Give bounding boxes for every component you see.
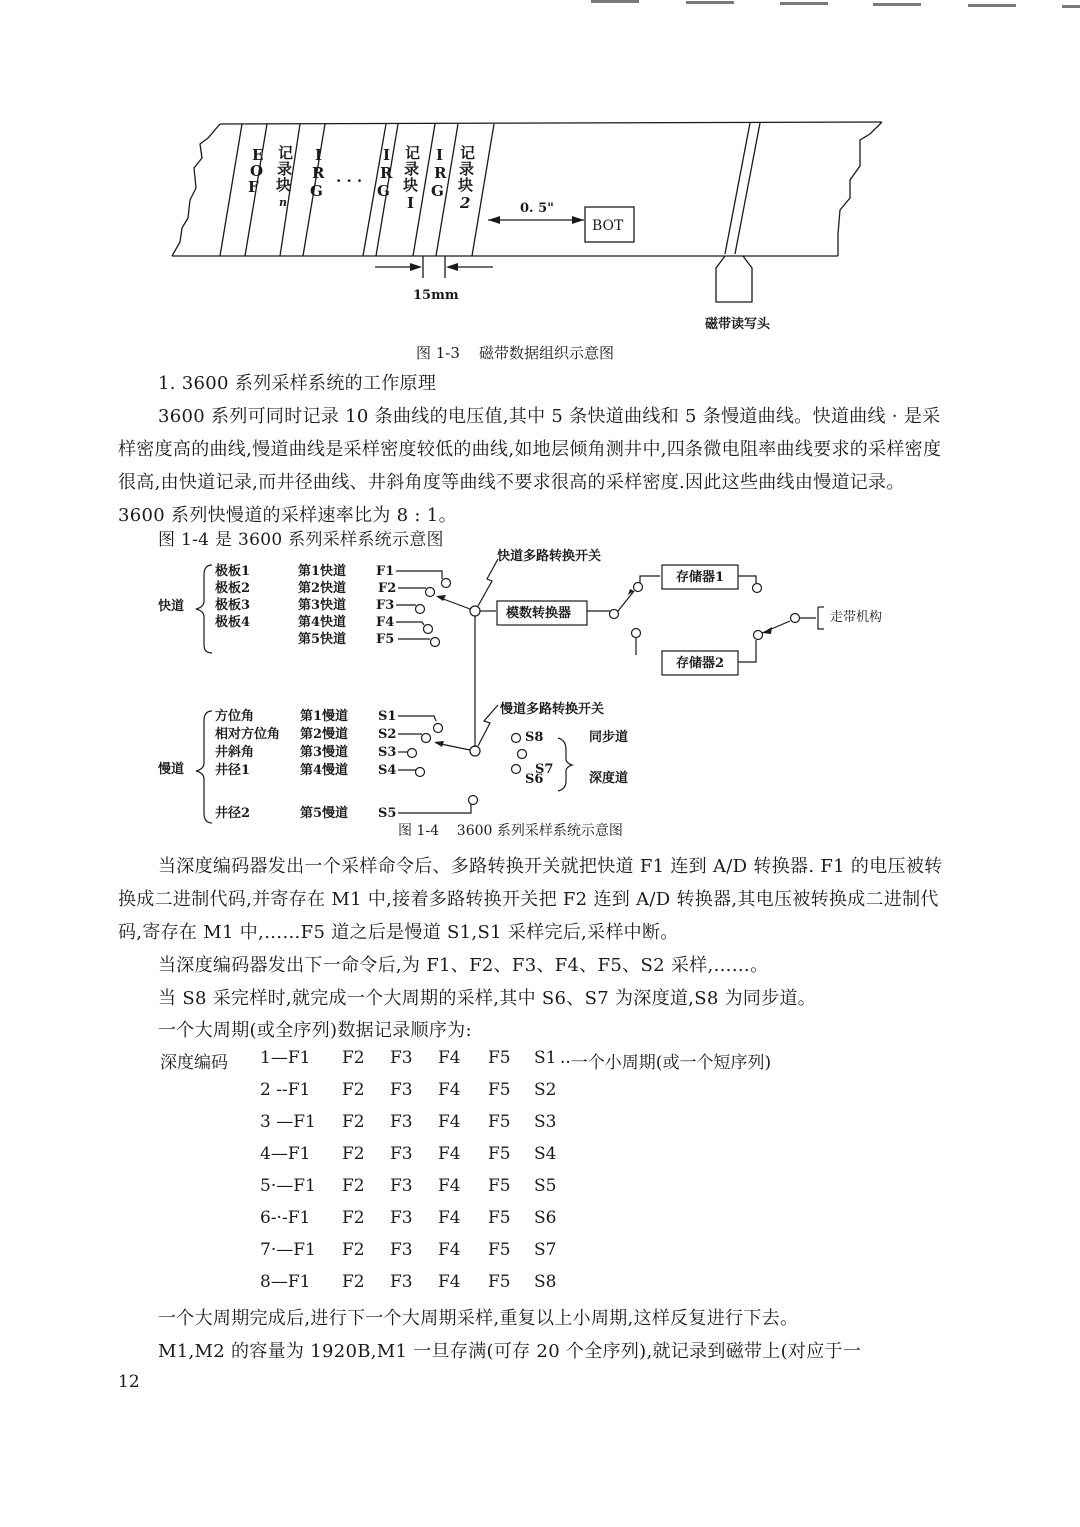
sequence-cell: F5 xyxy=(488,1240,511,1260)
slow-source: 井径1 xyxy=(215,763,251,778)
sequence-cell: F5 xyxy=(488,1208,511,1228)
sequence-cell: F3 xyxy=(390,1176,413,1196)
svg-text:G: G xyxy=(377,182,390,200)
sequence-cell: F4 xyxy=(438,1240,461,1260)
sequence-cell: F3 xyxy=(390,1240,413,1260)
slow-source: 井斜角 xyxy=(215,745,255,760)
depth-code: 8—F1 xyxy=(260,1272,311,1292)
paragraph: 一个大周期完成后,进行下一个大周期采样,重复以上小周期,这样反复进行下去。 xyxy=(158,1308,799,1329)
fast-channel: 第1快道 xyxy=(298,564,347,579)
slow-brace xyxy=(196,711,212,823)
slow-source: 方位角 xyxy=(215,709,255,724)
depth-code: 4—F1 xyxy=(260,1144,311,1164)
fast-signal: F5 xyxy=(376,632,395,647)
depth-code: 1—F1 xyxy=(260,1048,311,1068)
fast-brace xyxy=(196,565,212,653)
slow-channel: 第4慢道 xyxy=(300,763,349,778)
depth-code: 2 --F1 xyxy=(260,1080,311,1100)
svg-text:n: n xyxy=(279,196,287,209)
svg-text:R: R xyxy=(312,164,325,182)
extra-signal-s6: S6 xyxy=(525,772,544,787)
rec-2-label: 记 xyxy=(460,144,476,162)
fast-channel: 第3快道 xyxy=(298,598,347,613)
fast-channel: 第4快道 xyxy=(298,615,347,630)
sequence-cell: F4 xyxy=(438,1112,461,1132)
irg-label: I xyxy=(315,146,323,164)
fast-signal: F1 xyxy=(376,564,395,579)
sequence-cell: F3 xyxy=(390,1048,413,1068)
fast-source: 极板4 xyxy=(215,615,251,630)
sequence-cell: F4 xyxy=(438,1048,461,1068)
slow-signal: S3 xyxy=(378,745,397,760)
scan-artifact-line xyxy=(873,3,921,6)
paragraph: 当深度编码器发出一个采样命令后、多路转换开关就把快道 F1 连到 A/D 转换器. F1 的电压被转换成二进制代码,并寄存在 M1 中,接着多路转换开关把 F2 连到 A/D 转换器,其电压被转换成二进制代码,寄存在 M1 中,……F5 道之后是慢道 S1,S1 采样完后,采样中断。 xyxy=(118,856,943,943)
svg-text:2: 2 xyxy=(460,194,471,212)
ellipsis-label: · · · xyxy=(336,172,363,190)
gap-label: 0. 5" xyxy=(520,201,554,216)
slow-signal: S2 xyxy=(378,727,397,742)
depth-channel-label: 深度道 xyxy=(589,771,629,786)
sequence-cell: F2 xyxy=(342,1272,365,1292)
sequence-cell: S3 xyxy=(534,1112,557,1132)
slow-group-label: 慢道 xyxy=(158,762,185,777)
sequence-cell: S5 xyxy=(534,1176,557,1196)
svg-text:录: 录 xyxy=(404,160,420,178)
tape-top-edge xyxy=(220,122,882,124)
width-label: 15mm xyxy=(413,288,459,303)
fast-signal: F4 xyxy=(376,615,395,630)
sequence-cell: S7 xyxy=(534,1240,557,1260)
svg-text:块: 块 xyxy=(276,176,292,194)
paragraph: 当 S8 采完样时,就完成一个大周期的采样,其中 S6、S7 为深度道,S8 为同步道。 xyxy=(158,988,817,1009)
eof-label-f: F xyxy=(248,178,259,196)
depth-code: 5·—F1 xyxy=(260,1176,316,1196)
sequence-cell: F2 xyxy=(342,1176,365,1196)
scan-artifact-line xyxy=(591,0,639,3)
sequence-cell: F4 xyxy=(438,1144,461,1164)
sequence-cell: F5 xyxy=(488,1144,511,1164)
tape-left-torn-edge xyxy=(172,124,220,256)
scan-artifact-line xyxy=(780,2,828,5)
sequence-note: ··一个小周期(或一个短序列) xyxy=(560,1053,772,1073)
eof-label-e: E xyxy=(252,146,264,164)
adc-label: 模数转换器 xyxy=(506,606,572,621)
fast-source: 极板3 xyxy=(215,598,251,613)
sequence-cell: F3 xyxy=(390,1208,413,1228)
slow-channel: 第5慢道 xyxy=(300,806,349,821)
sync-channel-label: 同步道 xyxy=(589,730,629,745)
fast-channel: 第2快道 xyxy=(298,581,347,596)
scan-artifact-line xyxy=(968,4,1016,7)
tape-diagram xyxy=(160,110,900,340)
figure-1-4-caption: 图 1-4 3600 系列采样系统示意图 xyxy=(398,823,623,839)
fast-signal: F2 xyxy=(378,581,397,596)
sequence-cell: F3 xyxy=(390,1144,413,1164)
sequence-cell: F4 xyxy=(438,1176,461,1196)
sequence-cell: F2 xyxy=(342,1112,365,1132)
slow-switch-label: 慢道多路转换开关 xyxy=(500,702,605,717)
sequence-cell: F5 xyxy=(488,1176,511,1196)
extra-signal-s8: S8 xyxy=(525,730,544,745)
extra-signal-s7: S7 xyxy=(535,762,554,777)
head-guide-line xyxy=(725,123,750,254)
sequence-cell: S1 xyxy=(534,1048,557,1068)
slow-source: 相对方位角 xyxy=(215,727,281,742)
sequence-cell: F5 xyxy=(488,1112,511,1132)
sequence-cell: F3 xyxy=(390,1080,413,1100)
scan-artifact-line xyxy=(686,1,734,4)
depth-code: 6-·-F1 xyxy=(260,1208,311,1228)
paragraph: 3600 系列可同时记录 10 条曲线的电压值,其中 5 条快道曲线和 5 条慢道曲线。快道曲线 · 是采样密度高的曲线,慢道曲线是采样密度较低的曲线,如地层倾角测井中,四条微电阻率曲线要求的采样密度很高,由快道记录,而井径曲线、井斜角度等曲线不要求很高的采样密度.因此这些曲线由慢道记录。3600 系列快慢道的采样速率比为 8 : 1。 xyxy=(118,406,942,526)
slow-channel: 第1慢道 xyxy=(300,709,349,724)
svg-text:G: G xyxy=(431,182,444,200)
memory1-label: 存储器1 xyxy=(676,570,725,585)
fast-group-label: 快道 xyxy=(158,599,185,614)
svg-text:R: R xyxy=(380,164,393,182)
slow-signal: S5 xyxy=(378,806,397,821)
depth-brace xyxy=(558,738,572,791)
fast-source: 极板1 xyxy=(215,564,251,579)
svg-text:I: I xyxy=(407,194,415,212)
paragraph: 当深度编码器发出下一命令后,为 F1、F2、F3、F4、F5、S2 采样,……。 xyxy=(158,955,769,976)
sequence-cell: S4 xyxy=(534,1144,557,1164)
sequence-cell: F5 xyxy=(488,1272,511,1292)
sequence-cell: F5 xyxy=(488,1048,511,1068)
irg-label: I xyxy=(436,146,444,164)
figure-1-3-caption: 图 1-3 磁带数据组织示意图 xyxy=(416,344,614,362)
tape-right-torn-edge xyxy=(838,122,882,256)
slow-signal: S4 xyxy=(378,763,397,778)
sequence-cell: F2 xyxy=(342,1048,365,1068)
scan-artifact-line xyxy=(1062,5,1080,8)
paragraph: 一个大周期(或全序列)数据记录顺序为: xyxy=(158,1020,472,1041)
slow-channel: 第3慢道 xyxy=(300,745,349,760)
tape-drive-label: 走带机构 xyxy=(830,610,883,625)
sequence-cell: F4 xyxy=(438,1208,461,1228)
sequence-cell: F3 xyxy=(390,1272,413,1292)
svg-text:块: 块 xyxy=(403,176,419,194)
fast-channel: 第5快道 xyxy=(298,632,347,647)
sequence-cell: F3 xyxy=(390,1112,413,1132)
sequence-cell: F5 xyxy=(488,1080,511,1100)
sequence-cell: S2 xyxy=(534,1080,557,1100)
sequence-cell: S6 xyxy=(534,1208,557,1228)
head-guide-line xyxy=(735,123,760,254)
slow-signal: S1 xyxy=(378,709,397,724)
sequence-cell: S8 xyxy=(534,1272,557,1292)
fast-switch-pivot xyxy=(470,606,480,616)
depth-code: 7·—F1 xyxy=(260,1240,316,1260)
sequence-label: 深度编码 xyxy=(160,1053,228,1073)
fast-switch-label: 快道多路转换开关 xyxy=(497,549,602,564)
fast-signal: F3 xyxy=(376,598,395,613)
page-number: 12 xyxy=(118,1372,140,1392)
svg-text:录: 录 xyxy=(277,160,293,178)
paragraph: M1,M2 的容量为 1920B,M1 一旦存满(可存 20 个全序列),就记录到磁带上(对应于一 xyxy=(158,1341,862,1362)
sequence-cell: F2 xyxy=(342,1240,365,1260)
rec-n-label: 记 xyxy=(278,144,294,162)
fast-source: 极板2 xyxy=(215,581,251,596)
irg-label: I xyxy=(383,146,391,164)
paragraph: 图 1-4 是 3600 系列采样系统示意图 xyxy=(158,530,444,550)
rec-1-label: 记 xyxy=(405,144,421,162)
svg-text:块: 块 xyxy=(458,176,474,194)
svg-text:录: 录 xyxy=(459,160,475,178)
svg-text:R: R xyxy=(434,164,447,182)
depth-code: 3 —F1 xyxy=(260,1112,316,1132)
sequence-cell: F2 xyxy=(342,1144,365,1164)
read-write-head xyxy=(716,256,752,302)
bot-label: BOT xyxy=(592,218,624,234)
sequence-cell: F2 xyxy=(342,1208,365,1228)
svg-text:G: G xyxy=(310,182,323,200)
sequence-cell: F4 xyxy=(438,1272,461,1292)
sequence-cell: F2 xyxy=(342,1080,365,1100)
slow-channel: 第2慢道 xyxy=(300,727,349,742)
head-label: 磁带读写头 xyxy=(705,317,771,332)
slow-switch-pivot xyxy=(470,746,480,756)
eof-label-o: O xyxy=(250,162,264,180)
sampling-system-diagram xyxy=(140,545,920,845)
section-heading: 1. 3600 系列采样系统的工作原理 xyxy=(158,373,437,394)
slow-source: 井径2 xyxy=(215,806,251,821)
sequence-cell: F4 xyxy=(438,1080,461,1100)
memory2-label: 存储器2 xyxy=(676,656,725,671)
